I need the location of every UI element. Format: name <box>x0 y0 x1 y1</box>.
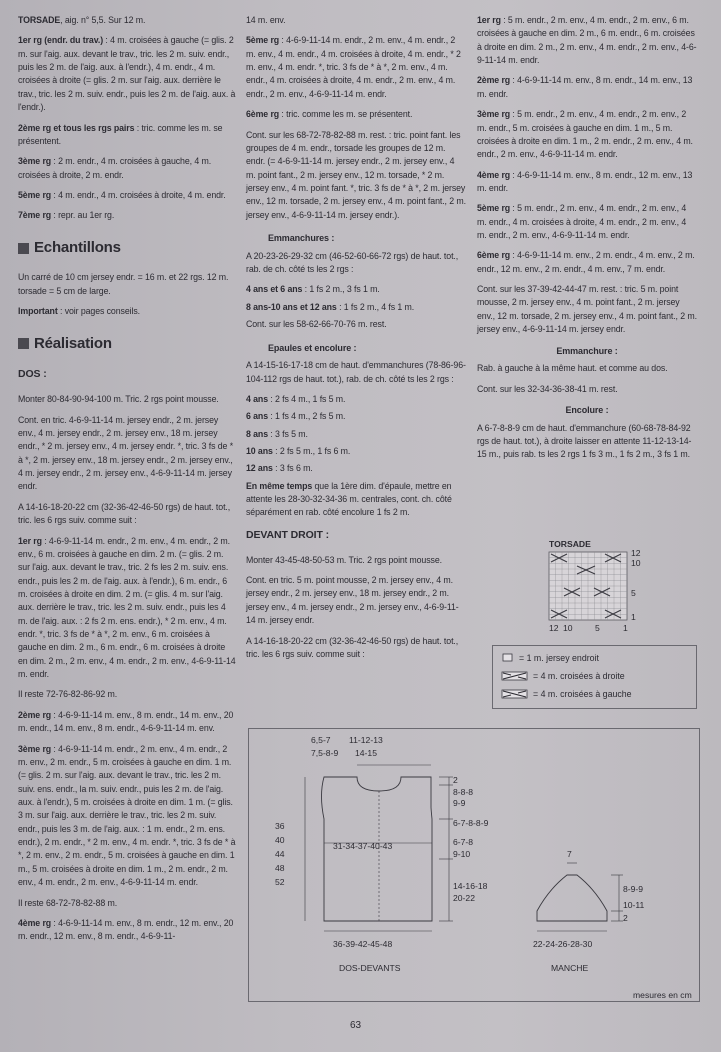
manche-top: 7 <box>567 849 572 859</box>
torsade-row: 7ème rg : repr. au 1er rg. <box>18 210 115 221</box>
heading-square-icon <box>18 243 29 254</box>
height-label: 40 <box>275 835 285 845</box>
epaules-line: 10 ans : 2 fs 5 m., 1 fs 6 m. <box>246 445 351 456</box>
dos-row: 6ème rg : tric. comme les m. se présentent. <box>246 109 413 120</box>
dos-paragraph: Cont. en tric. 4-6-9-11-14 m. jersey endr., 2 m. jersey env., 4 m. jersey endr., 2 m. jersey env., 18 m. jersey endr., * 2 m. jersey env., 4 m. jersey endr. *, tric. 3 fs de * à *, 2 m. jersey env., 18 m. jersey endr., 2 m. jersey env., 4 m. jersey endr., 2 m. jersey env., 4-6-9-11-14 m. jersey endr. <box>18 414 234 492</box>
dos-paragraph: A 14-16-18-20-22 cm (32-36-42-46-50 rgs) de haut. tot., tric. les 6 rgs suiv. comme suit : <box>18 501 231 526</box>
manche-right-3: 2 <box>623 913 628 923</box>
devant-row: 5ème rg : 5 m. endr., 2 m. env., 4 m. endr., 2 m. env., 4 m. endr., 4 m. croisées à droite, 4 m. endr., 2 m. env., 4 m. endr., 2 m. env., 4-6-9-11-14 m. endr. <box>477 203 687 241</box>
dim-top-2: 11-12-13 <box>349 735 383 745</box>
meme-temps: En même temps que la 1ère dim. d'épaule, mettre en attente les 28-30-32-34-36 m. centrales, cont. ch. côté séparément en rab. côté encolure 1 fs 2 m. <box>246 480 452 518</box>
dim-right-4: 6-7-8-8-9 <box>453 818 489 828</box>
epaules-heading: Epaules et encolure : <box>268 342 357 353</box>
height-label: 36 <box>275 821 285 831</box>
dos-row: 2ème rg : 4-6-9-11-14 m. env., 8 m. endr., 14 m. env., 20 m. endr., 14 m. env., 8 m. endr., 4-6-9-11-14 m. env. <box>18 709 234 734</box>
dim-right-3: 9-9 <box>453 798 466 808</box>
dim-bottom: 36-39-42-45-48 <box>333 939 393 949</box>
chart-bottom-label: 5 <box>595 623 600 633</box>
manche-bottom: 22-24-26-28-30 <box>533 939 593 949</box>
chart-bottom-label: 10 <box>563 623 573 633</box>
manche-right-2: 10-11 <box>623 900 645 910</box>
dim-right-1: 2 <box>453 775 458 785</box>
epaules-intro: A 14-15-16-17-18 cm de haut. d'emmanchures (78-86-96-104-112 rgs de haut. tot.), rab. de ch. côté ts les 2 rgs : <box>246 360 466 384</box>
empty-square-icon <box>501 653 515 663</box>
torsade-row: 2ème rg et tous les rgs pairs : tric. comme les m. se présentent. <box>18 122 223 146</box>
heading-square-icon <box>18 338 29 349</box>
emmanchure-paragraph: Rab. à gauche à la même haut. et comme au dos. <box>477 363 668 374</box>
devant-row: 3ème rg : 5 m. endr., 2 m. env., 4 m. endr., 2 m. env., 2 m. endr., 5 m. croisées à gauche en dim. 1 m., 5 m. croisées à droite en dim. 1 m., 2 m. endr., 2 m. env., 4 m. endr., 2 m. env., 4-6-9-11-14 m. endr. <box>477 109 693 160</box>
column-left <box>18 14 236 951</box>
dim-top-4: 14-15 <box>355 748 377 758</box>
emmanchures-rest: Cont. sur les 58-62-66-70-76 m. rest. <box>246 319 387 330</box>
torsade-chart <box>547 538 687 634</box>
schema-diagrams <box>249 729 699 1001</box>
manche-right-1: 8-9-9 <box>623 884 644 894</box>
legend-item: = 4 m. croisées à gauche <box>501 685 696 703</box>
devant-heading: DEVANT DROIT : <box>246 528 329 541</box>
cable-right-icon <box>501 671 529 681</box>
height-label: 48 <box>275 863 285 873</box>
chart-bottom-label: 1 <box>623 623 628 633</box>
emmanchure-heading: Emmanchure : <box>556 345 618 356</box>
sleeve-outline <box>537 875 607 921</box>
important-note: Important : voir pages conseils. <box>18 306 140 317</box>
emmanchures-line: 4 ans et 6 ans : 1 fs 2 m., 3 fs 1 m. <box>246 284 380 295</box>
label-manche: MANCHE <box>551 963 589 973</box>
epaules-line: 12 ans : 3 fs 6 m. <box>246 463 313 474</box>
devant-paragraph: A 14-16-18-20-22 cm (32-36-42-46-50 rgs) de haut. tot., tric. les 6 rgs suiv. comme suit : <box>246 635 459 659</box>
dos-paragraph: Monter 80-84-90-94-100 m. Tric. 2 rgs point mousse. <box>18 394 219 405</box>
column-right <box>477 14 697 469</box>
torsade-row: 3ème rg : 2 m. endr., 4 m. croisées à gauche, 4 m. croisées à droite, 2 m. endr. <box>18 156 212 180</box>
chart-legend <box>492 645 697 709</box>
chart-bottom-label: 12 <box>549 623 559 633</box>
devant-row: 4ème rg : 4-6-9-11-14 m. env., 8 m. endr., 12 m. env., 13 m. endr. <box>477 169 693 193</box>
torsade-row: 1er rg (endr. du trav.) : 4 m. croisées à gauche (= glis. 2 m. sur l'aig. aux. devant le trav., tric. les 2 m. suiv. endr., puis les 2 m. de l'aig. aux. à l'endr.), 4 m. endr., 4 m. croisées à droite (= glis. 2 m. sur l'aig. aux. derrière le trav., tric. les 2 m. suiv. endr., puis les 2 m. de l'aig. aux. à l'endr.). <box>18 35 236 113</box>
dos-row: Il reste 72-76-82-86-92 m. <box>18 689 118 700</box>
chart-right-label: 10 <box>631 558 641 568</box>
emmanchures-intro: A 20-23-26-29-32 cm (46-52-60-66-72 rgs) de haut. tot., rab. de ch. côté ts les 2 rgs : <box>246 250 459 275</box>
devant-row: 1er rg : 5 m. endr., 2 m. env., 4 m. endr., 2 m. env., 6 m. croisées à gauche en dim. 2 m., 6 m. endr., 6 m. croisées à droite en dim. 2 m., 2 m. env., 4 m. endr., 2 m. env., 4-6-9-11-14 m. endr. <box>477 15 697 66</box>
dim-right-7: 14-16-18 <box>453 881 488 891</box>
continued-text: 14 m. env. <box>246 15 286 25</box>
schema-box <box>248 728 700 1002</box>
echantillons-text: Un carré de 10 cm jersey endr. = 16 m. et 22 rgs. 12 m. torsade = 5 cm de large. <box>18 272 229 296</box>
height-label: 52 <box>275 877 285 887</box>
units-note: mesures en cm <box>633 990 692 1000</box>
dos-row: 3ème rg : 4-6-9-11-14 m. endr., 2 m. env., 4 m. endr., 2 m. env., 2 m. endr., 5 m. croisées à gauche en dim. 1 m. (= glis. 2 m. sur l'aig. aux. devant le trav., tric. les 2 m. suiv. ens. endr., la m. suiv. endr., puis les 2 m. de l'aig. aux. à l'endr.), 5 m. croisées à droite en dim. 1 m. (= glis. 3 m. sur l'aig. aux. derrière le trav., tric. les 2 m. suiv. endr., puis les 3 m. de l'aig. aux. : 1 m. endr., 2 m. ens. endr.), 2 m. endr., * 2 m. env., 4 m. endr. *, tric. 3 fs de * à *, 2 m. env., 2 m. endr., 5 m. croisées à gauche en dim. 1 m., 5 m. croisées à droite en dim. 1 m., 2 m. endr., 2 m. env., 4 m. endr., 2 m. env., 4-6-9-11-14 m. endr. <box>18 743 236 888</box>
epaules-line: 6 ans : 1 fs 4 m., 2 fs 5 m. <box>246 411 346 422</box>
devant-paragraph: Monter 43-45-48-50-53 m. Tric. 2 rgs point mousse. <box>246 554 442 565</box>
dos-row: Cont. sur les 68-72-78-82-88 m. rest. : tric. point fant. les groupes de 4 m. endr., torsade les groupes de 12 m. endr. (= 4-6-9-11-14 m. jersey endr., 2 m. jersey env., 4 m. point fant., 2 m. jersey env., 12 m. torsade, * 2 m. jersey env., 4 m. point fant. *, tric. 3 fs de * à *, 2 m. jersey env., 12 m. torsade, 2 m. jersey env., 4 m. point fant., 2 m. jersey env., 4-6-9-11-14 m. jersey endr.). <box>246 129 466 220</box>
epaules-line: 8 ans : 3 fs 5 m. <box>246 428 308 439</box>
dos-row: 5ème rg : 4-6-9-11-14 m. endr., 2 m. env., 4 m. endr., 2 m. env., 4 m. endr., 4 m. croisées à droite, 4 m. endr., * 2 m. env., 4 m. endr. *, tric. 3 fs de * à *, 2 m. env., 4 m. endr., 4 m. croisées à droite, 4 m. endr., 2 m. env., 4 m. endr., 2 m. env., 4-6-9-11-14 m. endr. <box>246 35 461 99</box>
dos-row: 4ème rg : 4-6-9-11-14 m. env., 8 m. endr., 12 m. env., 20 m. endr., 12 m. env., 8 m. endr., 4-6-9-11- <box>18 917 234 942</box>
dim-right-6: 9-10 <box>453 849 471 859</box>
chart-right-label: 12 <box>631 548 641 558</box>
emmanchures-line: 8 ans-10 ans et 12 ans : 1 fs 2 m., 4 fs 1 m. <box>246 301 415 312</box>
torsade-intro: TORSADE, aig. n° 5,5. Sur 12 m. <box>18 15 146 25</box>
torsade-row: 5ème rg : 4 m. endr., 4 m. croisées à droite, 4 m. endr. <box>18 189 226 200</box>
realisation-heading: Réalisation <box>18 333 236 356</box>
page-number: 63 <box>350 1020 362 1031</box>
height-label: 44 <box>275 849 285 859</box>
chart-grid <box>549 552 627 620</box>
column-middle <box>246 14 466 668</box>
dim-top-1: 6,5-7 <box>311 735 331 745</box>
cable-left-icon <box>501 689 529 699</box>
devant-row: Cont. sur les 37-39-42-44-47 m. rest. : tric. 5 m. point mousse, 2 m. jersey env., 4 m. point fant., 2 m. jersey env., 12 m. torsade, 2 m. jersey env., 4 m. point fant., 2 m. jersey env., 4-6-9-11-14 m. jersey endr. <box>477 284 697 335</box>
encolure-text: A 6-7-8-8-9 cm de haut. d'emmanchure (60-68-78-84-92 rgs de haut. tot.), à droite laisser en attente 11-12-13-14-15 m., puis rab. ts les 2 rgs 1 fs 3 m., 1 fs 2 m., 3 fs 1 m. <box>477 422 692 460</box>
legend-item: = 1 m. jersey endroit <box>501 649 696 667</box>
dos-heading: DOS : <box>18 368 47 381</box>
dim-right-8: 20-22 <box>453 893 475 903</box>
emmanchures-heading: Emmanchures : <box>268 233 335 244</box>
dim-top-3: 7,5-8-9 <box>311 748 339 758</box>
chart-right-label: 5 <box>631 588 636 598</box>
devant-row: 2ème rg : 4-6-9-11-14 m. env., 8 m. endr., 14 m. env., 13 m. endr. <box>477 75 693 99</box>
dos-row: Il reste 68-72-78-82-88 m. <box>18 897 118 908</box>
dim-right-5: 6-7-8 <box>453 837 474 847</box>
dim-center: 31-34-37-40-43 <box>333 841 393 851</box>
dos-row: 1er rg : 4-6-9-11-14 m. endr., 2 m. env., 4 m. endr., 2 m. env., 6 m. croisées à gauche en dim. 2 m. (= glis. 2 m. sur l'aig. aux. devant le trav., tric. 2 fs les 2 m. suiv. ens. endr., puis les 2 m. de l'aig. aux. à l'endr.), 6 m. endr., 6 m. croisées à droite en dim. 2 m. (= glis. 4 m. sur l'aig. aux. derrière le trav., tric. les 2 m. suiv. endr., puis les 4 m. de l'aig. aux. : 2 fs 2 m. ens. endr.), * 2 m. env., 4 m. endr. *, tric. 3 fs de * à *, 2 m. env., 6 m. croisées à gauche en dim. 2 m., 6 m. endr., 6 m. croisées à droite en dim. 2 m., 2 m. env., 4 m. endr., 2 m. env., 4-6-9-11-14 m. endr. <box>18 535 236 680</box>
chart-right-label: 1 <box>631 612 636 622</box>
emmanchure-paragraph: Cont. sur les 32-34-36-38-41 m. rest. <box>477 383 618 394</box>
epaules-line: 4 ans : 2 fs 4 m., 1 fs 5 m. <box>246 393 346 404</box>
label-dos-devants: DOS-DEVANTS <box>339 963 401 973</box>
encolure-heading: Encolure : <box>565 404 609 415</box>
devant-paragraph: Cont. en tric. 5 m. point mousse, 2 m. jersey env., 4 m. jersey endr., 2 m. jersey env., 18 m. jersey endr., 2 m. jersey env., 4 m. jersey endr., 2 m. jersey env., 4-6-9-11-14 m. jersey endr. <box>246 575 459 626</box>
devant-row: 6ème rg : 4-6-9-11-14 m. env., 2 m. endr., 4 m. env., 2 m. endr., 12 m. env., 2 m. endr., 4 m. env., 7 m. endr. <box>477 250 695 274</box>
dim-right-2: 8-8-8 <box>453 787 474 797</box>
legend-item: = 4 m. croisées à droite <box>501 667 696 685</box>
chart-title: TORSADE <box>549 539 591 549</box>
echantillons-heading: Echantillons <box>18 237 236 260</box>
